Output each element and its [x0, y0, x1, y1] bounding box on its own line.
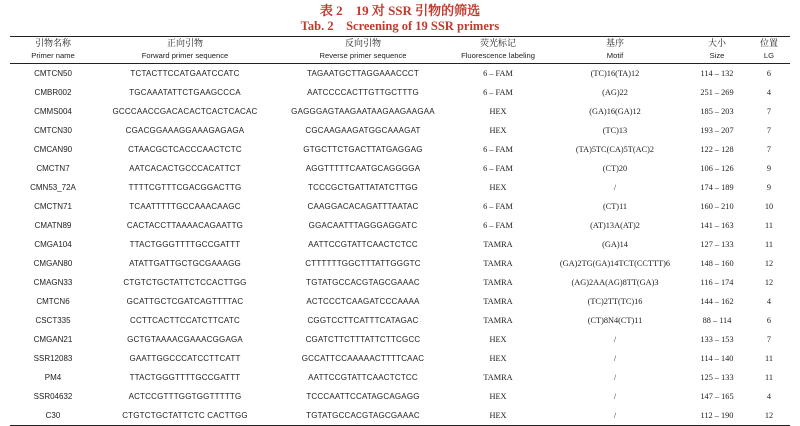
table-body [10, 64, 790, 426]
primer-name-cell: SSR04632 [33, 392, 73, 401]
size-cell: 251 – 269 [700, 88, 734, 97]
motif-cell: / [613, 392, 617, 401]
fluorescence-cell: TAMRA [483, 297, 513, 306]
table-caption [0, 0, 800, 34]
table-row [10, 197, 790, 216]
fluorescence-cell: TAMRA [483, 316, 513, 325]
size-cell: 193 – 207 [700, 126, 734, 135]
reverse-primer-cell: TGTATGCCACGTAGCGAAAC [306, 278, 420, 287]
header-motif-en: Motif [544, 50, 686, 64]
table-row [10, 178, 790, 197]
fluorescence-cell: 6 – FAM [483, 164, 513, 173]
fluorescence-cell: TAMRA [483, 373, 513, 382]
header-lg-zh: 位置 [748, 37, 790, 51]
lg-cell: 11 [765, 373, 773, 382]
size-cell: 125 – 133 [700, 373, 734, 382]
header-size-en: Size [686, 50, 748, 64]
primer-name-cell: CMAGN33 [33, 278, 73, 287]
table-row [10, 83, 790, 102]
reverse-primer-cell: TCCCAATTCCATAGCAGAGG [306, 392, 420, 401]
lg-cell: 6 [766, 69, 772, 78]
header-fluorescence-zh: 荧光标记 [452, 37, 544, 51]
table-row [10, 121, 790, 140]
caption-chinese: 表 2 19 对 SSR 引物的筛选 [319, 3, 481, 18]
primer-name-cell: CMCTN71 [34, 202, 72, 211]
reverse-primer-cell: AGGTTTTTCAATGCAGGGGA [305, 164, 421, 173]
reverse-primer-cell: CTTTTTTGGCTTTATTGGGTC [305, 259, 421, 268]
table-row [10, 254, 790, 273]
table-row [10, 140, 790, 159]
motif-cell: / [613, 335, 617, 344]
primer-name-cell: CMTCN50 [34, 69, 72, 78]
table-row [10, 235, 790, 254]
lg-cell: 4 [766, 392, 772, 401]
lg-cell: 11 [765, 354, 773, 363]
lg-cell: 4 [766, 297, 772, 306]
forward-primer-cell: GAATTGGCCCATCCTTCATT [129, 354, 241, 363]
reverse-primer-cell: GAGGGAGTAAGAATAAGAAGAAGAA [291, 107, 435, 116]
lg-cell: 9 [766, 164, 772, 173]
fluorescence-cell: TAMRA [483, 278, 513, 287]
header-lg-en: LG [748, 50, 790, 64]
primer-name-cell: PM4 [44, 373, 62, 382]
reverse-primer-cell: AATCCCCACTTGTTGCTTTG [307, 88, 419, 97]
reverse-primer-cell: CGGTCCTTCATTTCATAGAC [307, 316, 419, 325]
fluorescence-cell: HEX [489, 107, 507, 116]
motif-cell: (TC)13 [602, 126, 628, 135]
forward-primer-cell: TGCAAATATTCTGAAGCCCA [129, 88, 241, 97]
header-forward-zh: 正向引物 [96, 37, 274, 51]
forward-primer-cell: CGACGGAAAGGAAAGAGAGA [125, 126, 245, 135]
lg-cell: 10 [764, 202, 774, 211]
fluorescence-cell: 6 – FAM [483, 221, 513, 230]
header-motif-zh: 基序 [544, 37, 686, 51]
motif-cell: / [613, 183, 617, 192]
forward-primer-cell: TTACTGGGTTTTGCCGATTT [129, 373, 241, 382]
lg-cell: 12 [764, 278, 774, 287]
forward-primer-cell: CTGTCTGCTATTCTC CACTTGG [96, 406, 274, 426]
motif-cell: (TC)16(TA)12 [590, 69, 640, 78]
motif-cell: (TC)2TT(TC)16 [587, 297, 643, 306]
reverse-primer-cell: TGTATGCCACGTAGCGAAAC [274, 406, 452, 426]
size-cell: 148 – 160 [700, 259, 734, 268]
primer-name-cell: CSCT335 [35, 316, 71, 325]
motif-cell: (TA)5TC(CA)5T(AC)2 [575, 145, 655, 154]
header-reverse-zh: 反向引物 [274, 37, 452, 51]
motif-cell: (CT)11 [602, 202, 628, 211]
table-row [10, 349, 790, 368]
size-cell: 114 – 140 [700, 354, 734, 363]
primer-name-cell: CMN53_72A [30, 183, 76, 192]
header-size-zh: 大小 [686, 37, 748, 51]
primer-name-cell: CMGAN21 [33, 335, 73, 344]
reverse-primer-cell: GGACAATTTAGGGAGGATC [308, 221, 418, 230]
motif-cell: (GA)16(GA)12 [589, 107, 641, 116]
reverse-primer-cell: CGCAAGAAGATGGCAAAGAT [305, 126, 421, 135]
fluorescence-cell: HEX [489, 335, 507, 344]
size-cell: 174 – 189 [700, 183, 734, 192]
fluorescence-cell: HEX [489, 392, 507, 401]
reverse-primer-cell: ACTCCCTCAAGATCCCAAAA [306, 297, 420, 306]
fluorescence-cell: HEX [489, 126, 507, 135]
forward-primer-cell: CTAACGCTCACCCAACTCTC [128, 145, 242, 154]
header-primer-name-en: Primer name [10, 50, 96, 64]
lg-cell: 7 [766, 126, 772, 135]
forward-primer-cell: TTTTCGTTTCGACGGACTTG [128, 183, 242, 192]
forward-primer-cell: AATCACACTGCCCACATTCT [129, 164, 241, 173]
primer-name-cell: CMBR002 [34, 88, 72, 97]
size-cell: 127 – 133 [700, 240, 734, 249]
lg-cell: 12 [748, 406, 790, 426]
table-row [10, 216, 790, 235]
table-row [10, 406, 790, 426]
fluorescence-cell: 6 – FAM [483, 202, 513, 211]
table-row [10, 311, 790, 330]
header-row-english [10, 50, 790, 64]
ssr-primer-table [10, 36, 790, 426]
lg-cell: 7 [766, 145, 772, 154]
forward-primer-cell: CTGTCTGCTATTCTCCACTTGG [123, 278, 247, 287]
table-row [10, 387, 790, 406]
reverse-primer-cell: CGATCTTCTTTATTCTTCGCC [305, 335, 421, 344]
header-primer-name-zh: 引物名称 [10, 37, 96, 51]
size-cell: 144 – 162 [700, 297, 734, 306]
caption-english: Tab. 2 Screening of 19 SSR primers [300, 19, 500, 33]
primer-name-cell: CMTCN30 [34, 126, 72, 135]
motif-cell: (CT)20 [602, 164, 628, 173]
reverse-primer-cell: TCCCGCTGATTATATCTTGG [308, 183, 418, 192]
primer-name-cell: C30 [10, 406, 96, 426]
size-cell: 106 – 126 [700, 164, 734, 173]
forward-primer-cell: CCTTCACTTCCATCTTCATC [130, 316, 240, 325]
lg-cell: 4 [766, 88, 772, 97]
fluorescence-cell: 6 – FAM [483, 88, 513, 97]
primer-name-cell: CMCTN7 [36, 164, 70, 173]
size-cell: 133 – 153 [700, 335, 734, 344]
table-row [10, 102, 790, 121]
table-row [10, 368, 790, 387]
forward-primer-cell: TCAATTTTTGCCAAACAAGC [129, 202, 241, 211]
header-reverse-en: Reverse primer sequence [274, 50, 452, 64]
lg-cell: 9 [766, 183, 772, 192]
primer-name-cell: CMATN89 [34, 221, 72, 230]
primer-name-cell: CMCAN90 [33, 145, 73, 154]
size-cell: 88 – 114 [702, 316, 732, 325]
fluorescence-cell: TAMRA [483, 259, 513, 268]
reverse-primer-cell: TAGAATGCTTAGGAAACCCT [306, 69, 419, 78]
fluorescence-cell: TAMRA [483, 240, 513, 249]
reverse-primer-cell: AATTCCGTATTCAACTCTCC [308, 373, 418, 382]
motif-cell: (AG)22 [602, 88, 628, 97]
forward-primer-cell: TTACTGGGTTTTGCCGATTT [129, 240, 241, 249]
lg-cell: 11 [765, 221, 773, 230]
lg-cell: 12 [764, 259, 774, 268]
primer-name-cell: SSR12083 [33, 354, 73, 363]
size-cell: 122 – 128 [700, 145, 734, 154]
size-cell: 114 – 132 [700, 69, 734, 78]
motif-cell: / [613, 373, 617, 382]
lg-cell: 11 [765, 240, 773, 249]
size-cell: 147 – 165 [700, 392, 734, 401]
size-cell: 116 – 174 [700, 278, 734, 287]
primer-name-cell: CMGAN80 [33, 259, 73, 268]
fluorescence-cell: HEX [489, 183, 507, 192]
forward-primer-cell: TCTACTTCCATGAATCCATC [130, 69, 240, 78]
reverse-primer-cell: CAAGGACACAGATTTAATAC [307, 202, 419, 211]
size-cell: 112 – 190 [686, 406, 748, 426]
motif-cell: (GA)2TG(GA)14TCT(CCTTT)6 [559, 259, 671, 268]
header-forward-en: Forward primer sequence [96, 50, 274, 64]
motif-cell: (CT)8N4(CT)11 [587, 316, 643, 325]
motif-cell: / [613, 354, 617, 363]
table-row [10, 330, 790, 349]
fluorescence-cell: HEX [452, 406, 544, 426]
primer-name-cell: CMGA104 [34, 240, 72, 249]
fluorescence-cell: 6 – FAM [483, 69, 513, 78]
motif-cell: (AT)13A(AT)2 [590, 221, 640, 230]
fluorescence-cell: 6 – FAM [483, 145, 513, 154]
table-row [10, 64, 790, 84]
table-row [10, 273, 790, 292]
primer-name-cell: CMTCN6 [36, 297, 70, 306]
forward-primer-cell: CACTACCTTAAAACAGAATTG [126, 221, 244, 230]
size-cell: 185 – 203 [700, 107, 734, 116]
reverse-primer-cell: GTGCTTCTGACTTATGAGGAG [303, 145, 423, 154]
reverse-primer-cell: GCCATTCCAAAAACTTTTCAAC [301, 354, 425, 363]
motif-cell: / [544, 406, 686, 426]
fluorescence-cell: HEX [489, 354, 507, 363]
lg-cell: 7 [766, 107, 772, 116]
lg-cell: 7 [766, 335, 772, 344]
size-cell: 160 – 210 [700, 202, 734, 211]
motif-cell: (AG)2AA(AG)8TT(GA)3 [571, 278, 659, 287]
header-row-chinese [10, 37, 790, 51]
header-fluorescence-en: Fluorescence labeling [452, 50, 544, 64]
forward-primer-cell: ACTCCGTTTGGTGGTTTTTG [128, 392, 242, 401]
table-row [10, 292, 790, 311]
table-row [10, 159, 790, 178]
size-cell: 141 – 163 [700, 221, 734, 230]
lg-cell: 6 [766, 316, 772, 325]
forward-primer-cell: GCCCAACCGACACACTCACTCACAC [112, 107, 258, 116]
forward-primer-cell: GCATTGCTCGATCAGTTTTAC [126, 297, 244, 306]
motif-cell: (GA)14 [602, 240, 628, 249]
reverse-primer-cell: AATTCCGTATTCAACTCTCC [308, 240, 418, 249]
primer-name-cell: CMMS004 [34, 107, 72, 116]
forward-primer-cell: ATATTGATTGCTGCGAAAGG [129, 259, 241, 268]
forward-primer-cell: GCTGTAAAACGAAACGGAGA [127, 335, 243, 344]
